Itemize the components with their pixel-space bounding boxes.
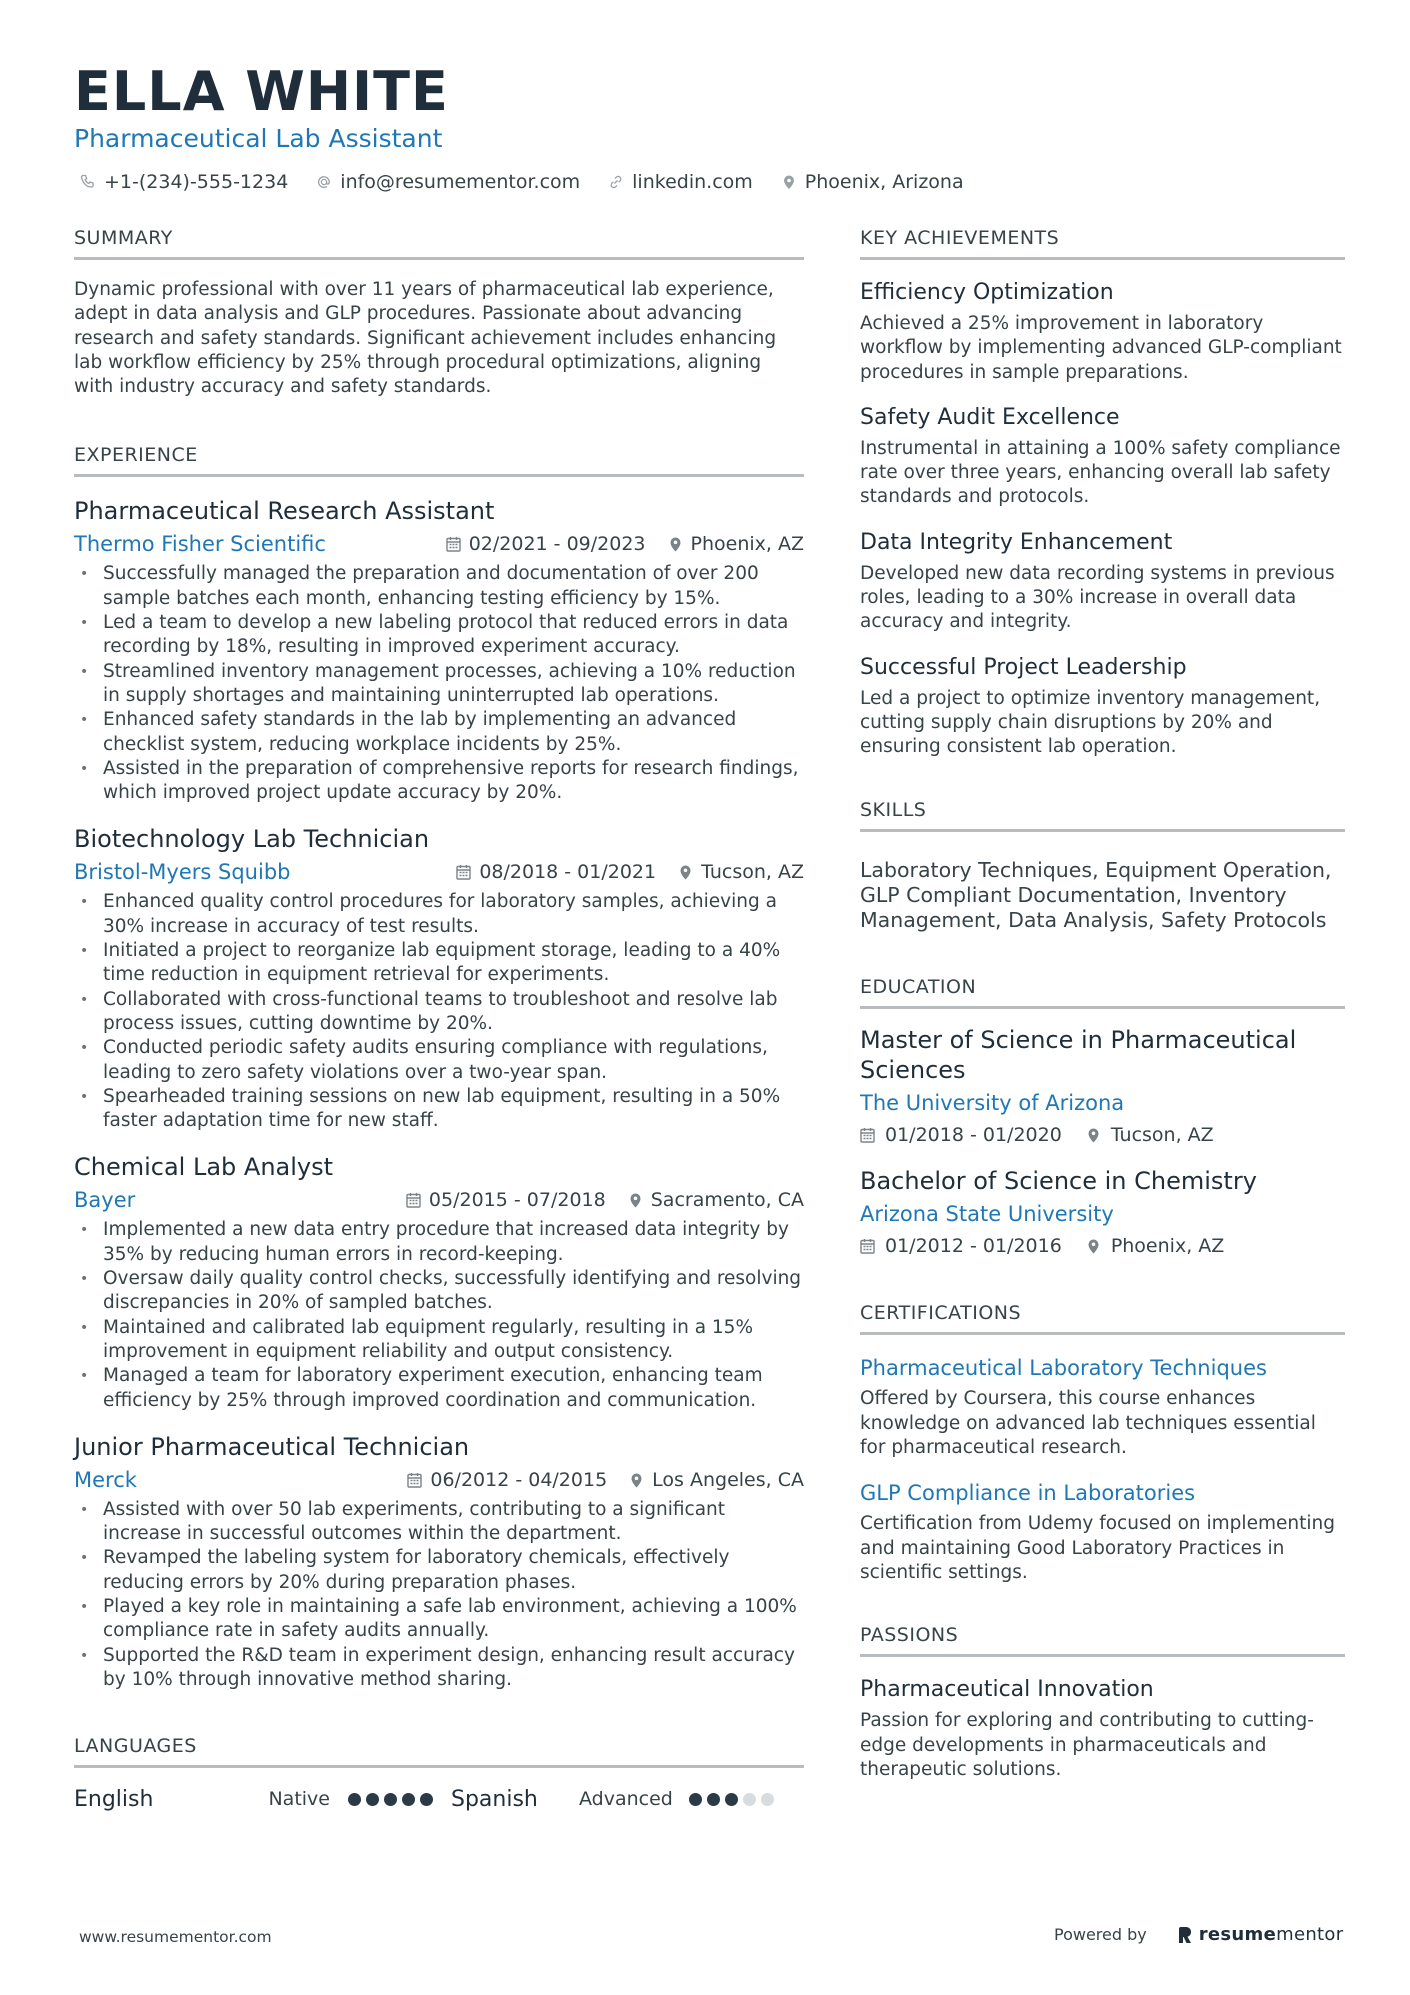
rating-dot-filled xyxy=(689,1793,702,1806)
certification-item xyxy=(860,1478,1345,1585)
company-name: Thermo Fisher Scientific xyxy=(74,532,326,557)
languages-heading: LANGUAGES xyxy=(74,1732,804,1768)
candidate-role: Pharmaceutical Lab Assistant xyxy=(74,124,443,153)
education-meta xyxy=(860,1231,1345,1261)
rating-dot-filled xyxy=(384,1793,397,1806)
link-icon xyxy=(608,174,624,190)
achievement-item xyxy=(860,528,1345,635)
contact-bar xyxy=(80,168,964,196)
achievement-text: Achieved a 25% improvement in laboratory workflow by implementing advanced GLP-compliant procedures in sample preparations. xyxy=(860,313,1342,383)
passions-heading: PASSIONS xyxy=(860,1621,1345,1657)
education-item xyxy=(860,1025,1345,1150)
language-item xyxy=(74,1787,433,1812)
education-meta xyxy=(860,1120,1345,1150)
job-dates-text: 02/2021 - 09/2023 xyxy=(468,533,646,556)
job-location-text: Tucson, AZ xyxy=(701,861,804,884)
certification-text: Offered by Coursera, this course enhances knowledge on advanced lab techniques essential for pharmaceutical research. xyxy=(860,1388,1316,1459)
location-pin-icon xyxy=(1086,1238,1101,1254)
company-name: Bayer xyxy=(74,1188,136,1213)
job-bullet: • Initiated a project to reorganize lab equipment storage, leading to a 40% time reduction in equipment retrieval for experiments. xyxy=(74,939,804,988)
footer-website[interactable]: www.resumementor.com xyxy=(79,1928,272,1946)
passion-text: Passion for exploring and contributing to cutting-edge developments in pharmaceuticals and therapeutic solutions. xyxy=(860,1710,1314,1780)
job-dates-text: 06/2012 - 04/2015 xyxy=(430,1468,608,1491)
job-dates xyxy=(407,1465,607,1495)
rating-dot-empty xyxy=(761,1793,774,1806)
summary-text: Dynamic professional with over 11 years of pharmaceutical lab experience, adept in data analysis and GLP procedures. Passionate about advancing research and safety standards. Significant achievement includes enhancing lab workflow efficiency by 25% through procedural optimizations, aligning with industry accuracy and safety standards. xyxy=(74,279,777,398)
rating-dot-filled xyxy=(366,1793,379,1806)
job-title: Junior Pharmaceutical Technician xyxy=(74,1432,470,1461)
job-bullet: • Streamlined inventory management processes, achieving a 10% reduction in supply shortages and maintaining uninterrupted lab operations. xyxy=(74,660,804,709)
right-column xyxy=(860,224,1345,1812)
brand-name-light: mentor xyxy=(1276,1924,1344,1945)
candidate-name: ELLA WHITE xyxy=(74,60,449,123)
job-dates-text: 05/2015 - 07/2018 xyxy=(428,1189,606,1212)
phone-icon xyxy=(80,174,96,190)
language-level: Native xyxy=(268,1788,330,1811)
job-bullet: • Assisted with over 50 lab experiments, contributing to a significant increase in successful outcomes within the department. xyxy=(74,1498,804,1547)
job-location xyxy=(628,1185,804,1215)
passion-title: Pharmaceutical Innovation xyxy=(860,1677,1154,1703)
email-text: info@resumementor.com xyxy=(340,171,581,193)
rating-dot-filled xyxy=(725,1793,738,1806)
language-item xyxy=(451,1787,804,1812)
certification-title: GLP Compliance in Laboratories xyxy=(860,1481,1196,1506)
job-bullet: • Led a team to develop a new labeling protocol that reduced errors in data recording by 18%, resulting in improved experiment accuracy. xyxy=(74,611,804,660)
certification-list xyxy=(860,1353,1345,1585)
achievement-item xyxy=(860,278,1345,385)
achievements-heading: KEY ACHIEVEMENTS xyxy=(860,224,1345,260)
education-location xyxy=(1086,1231,1224,1261)
certifications-section xyxy=(860,1299,1345,1585)
achievements-section xyxy=(860,224,1345,760)
job-bullet: • Managed a team for laboratory experiment execution, enhancing team efficiency by 25% through improved coordination and communication. xyxy=(74,1364,804,1413)
certification-title: Pharmaceutical Laboratory Techniques xyxy=(860,1356,1267,1381)
job-bullet: • Played a key role in maintaining a safe lab environment, achieving a 100% compliance rate in safety audits annually. xyxy=(74,1595,804,1644)
job-list xyxy=(74,495,804,1692)
education-dates xyxy=(860,1231,1062,1261)
achievement-title: Efficiency Optimization xyxy=(860,280,1114,305)
job-meta-right xyxy=(407,1465,804,1495)
job-bullet: • Successfully managed the preparation and documentation of over 200 sample batches each month, enhancing testing efficiency by 15%. xyxy=(74,562,804,611)
job-location-text: Phoenix, AZ xyxy=(690,533,804,556)
calendar-icon xyxy=(456,864,471,880)
job-location-text: Los Angeles, CA xyxy=(652,1468,804,1491)
languages-section xyxy=(74,1732,804,1814)
job-bullet: • Enhanced safety standards in the lab by implementing an advanced checklist system, reducing workplace incidents by 25%. xyxy=(74,708,804,757)
education-dates xyxy=(860,1120,1062,1150)
job-dates xyxy=(446,529,646,559)
language-rating xyxy=(348,1793,433,1806)
brand-name-bold: resume xyxy=(1198,1924,1277,1945)
job-bullet: • Collaborated with cross-functional teams to troubleshoot and resolve lab process issues, cutting downtime by 20%. xyxy=(74,988,804,1037)
location-pin-icon xyxy=(628,1192,643,1208)
education-dates-text: 01/2012 - 01/2016 xyxy=(885,1235,1062,1258)
education-location-text: Phoenix, AZ xyxy=(1110,1235,1225,1258)
achievement-item xyxy=(860,403,1345,510)
phone-text: +1-(234)-555-1234 xyxy=(104,171,289,193)
job-title: Biotechnology Lab Technician xyxy=(74,825,430,854)
school-name: The University of Arizona xyxy=(860,1091,1125,1116)
job-bullet: • Enhanced quality control procedures for laboratory samples, achieving a 30% increase in accuracy of test results. xyxy=(74,890,804,939)
education-location-text: Tucson, AZ xyxy=(1110,1124,1214,1147)
degree-title: Bachelor of Science in Chemistry xyxy=(860,1167,1257,1196)
job-meta xyxy=(74,529,804,559)
achievement-item xyxy=(860,653,1345,760)
location-text: Phoenix, Arizona xyxy=(804,171,964,193)
job-dates xyxy=(456,857,656,887)
language-row xyxy=(74,1784,804,1814)
summary-section xyxy=(74,224,804,399)
job-bullets xyxy=(74,562,804,805)
job-location-text: Sacramento, CA xyxy=(650,1189,804,1212)
skills-heading: SKILLS xyxy=(860,796,1345,832)
certification-text: Certification from Udemy focused on implementing and maintaining Good Laboratory Practices in scientific settings. xyxy=(860,1513,1335,1583)
linkedin-text: linkedin.com xyxy=(632,171,753,193)
calendar-icon xyxy=(860,1238,875,1254)
job-meta xyxy=(74,1185,804,1215)
experience-heading: EXPERIENCE xyxy=(74,441,804,477)
job-meta xyxy=(74,1465,804,1495)
job-entry xyxy=(74,1431,804,1692)
job-meta-right xyxy=(406,1185,804,1215)
job-bullet: • Oversaw daily quality control checks, successfully identifying and resolving discrepancies in 20% of sampled batches. xyxy=(74,1267,804,1316)
job-title: Pharmaceutical Research Assistant xyxy=(74,497,495,526)
achievement-title: Data Integrity Enhancement xyxy=(860,529,1173,555)
at-icon xyxy=(316,174,332,190)
achievement-title: Successful Project Leadership xyxy=(860,654,1187,680)
contact-email[interactable] xyxy=(316,168,580,196)
job-bullet: • Revamped the labeling system for laboratory chemicals, effectively reducing errors by 20% during preparation phases. xyxy=(74,1546,804,1595)
education-dates-text: 01/2018 - 01/2020 xyxy=(885,1124,1062,1147)
achievement-title: Safety Audit Excellence xyxy=(860,404,1120,430)
language-level: Advanced xyxy=(579,1788,673,1811)
job-location xyxy=(678,857,804,887)
passion-list xyxy=(860,1675,1345,1782)
job-location xyxy=(629,1465,804,1495)
rating-dot-empty xyxy=(743,1793,756,1806)
education-item xyxy=(860,1166,1345,1261)
job-location xyxy=(668,529,804,559)
language-name: Spanish xyxy=(451,1786,538,1812)
language-rating xyxy=(689,1793,774,1806)
left-column xyxy=(74,224,804,1844)
rating-dot-filled xyxy=(420,1793,433,1806)
calendar-icon xyxy=(860,1127,875,1143)
job-entry xyxy=(74,823,804,1133)
job-bullet: • Supported the R&D team in experiment design, enhancing result accuracy by 10% through innovative method sharing. xyxy=(74,1644,804,1693)
job-meta xyxy=(74,857,804,887)
rating-dot-filled xyxy=(348,1793,361,1806)
job-entry xyxy=(74,1151,804,1412)
achievement-list xyxy=(860,278,1345,760)
certifications-heading: CERTIFICATIONS xyxy=(860,1299,1345,1335)
school-name: Arizona State University xyxy=(860,1202,1114,1227)
job-meta-right xyxy=(456,857,804,887)
calendar-icon xyxy=(406,1192,421,1208)
job-bullet: • Maintained and calibrated lab equipment regularly, resulting in a 15% improvement in equipment reliability and output consistency. xyxy=(74,1316,804,1365)
passions-section xyxy=(860,1621,1345,1782)
footer-branding xyxy=(1054,1924,1343,1945)
job-meta-right xyxy=(446,529,804,559)
education-heading: EDUCATION xyxy=(860,973,1345,1009)
contact-location xyxy=(781,168,964,196)
location-pin-icon xyxy=(1086,1127,1101,1143)
education-section xyxy=(860,973,1345,1261)
job-bullets xyxy=(74,890,804,1133)
rating-dot-filled xyxy=(707,1793,720,1806)
skills-text: Laboratory Techniques, Equipment Operation, GLP Compliant Documentation, Inventory Management, Data Analysis, Safety Protocols xyxy=(860,857,1332,933)
contact-phone[interactable] xyxy=(80,168,288,196)
education-location xyxy=(1086,1120,1214,1150)
job-bullets xyxy=(74,1498,804,1692)
calendar-icon xyxy=(407,1472,422,1488)
brand-logo[interactable] xyxy=(1177,1924,1344,1945)
rating-dot-filled xyxy=(402,1793,415,1806)
job-bullets xyxy=(74,1218,804,1412)
job-title: Chemical Lab Analyst xyxy=(74,1153,334,1182)
location-pin-icon xyxy=(668,536,683,552)
powered-by-text: Powered by xyxy=(1054,1925,1147,1944)
job-dates-text: 08/2018 - 01/2021 xyxy=(479,861,657,884)
achievement-text: Instrumental in attaining a 100% safety compliance rate over three years, enhancing overall lab safety standards and protocols. xyxy=(860,437,1341,508)
achievement-text: Developed new data recording systems in previous roles, leading to a 30% increase in overall data accuracy and integrity. xyxy=(860,562,1335,633)
achievement-text: Led a project to optimize inventory management, cutting supply chain disruptions by 20% and ensuring consistent lab operation. xyxy=(860,687,1321,758)
summary-heading: SUMMARY xyxy=(74,224,804,260)
location-pin-icon xyxy=(629,1472,644,1488)
company-name: Bristol-Myers Squibb xyxy=(74,860,291,885)
education-list xyxy=(860,1025,1345,1261)
brand-mark-icon xyxy=(1177,1926,1193,1944)
degree-title: Master of Science in Pharmaceutical Sciences xyxy=(860,1026,1297,1085)
job-bullet: • Spearheaded training sessions on new lab equipment, resulting in a 50% faster adaptation time for new staff. xyxy=(74,1085,804,1134)
job-bullet: • Assisted in the preparation of comprehensive reports for research findings, which improved project update accuracy by 20%. xyxy=(74,757,804,806)
passion-item xyxy=(860,1675,1345,1782)
language-name: English xyxy=(74,1786,154,1812)
certification-item xyxy=(860,1353,1345,1460)
job-dates xyxy=(406,1185,606,1215)
location-pin-icon xyxy=(678,864,693,880)
company-name: Merck xyxy=(74,1467,137,1492)
job-entry xyxy=(74,495,804,805)
job-bullet: • Conducted periodic safety audits ensuring compliance with regulations, leading to zero safety violations over a two-year span. xyxy=(74,1036,804,1085)
job-bullet: • Implemented a new data entry procedure that increased data integrity by 35% by reducing human errors in record-keeping. xyxy=(74,1218,804,1267)
calendar-icon xyxy=(446,536,461,552)
location-pin-icon xyxy=(781,174,797,190)
contact-linkedin[interactable] xyxy=(608,168,753,196)
skills-section xyxy=(860,796,1345,934)
experience-section xyxy=(74,441,804,1692)
